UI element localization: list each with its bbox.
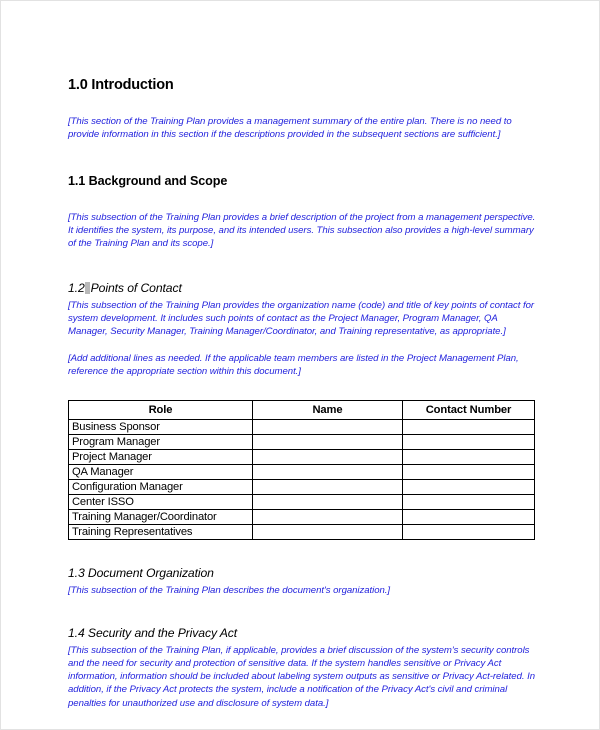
- cell-contact-number[interactable]: [403, 450, 535, 465]
- heading-1-0-introduction: 1.0 Introduction: [68, 77, 174, 93]
- table-header-row: [69, 401, 535, 420]
- heading-1-4-security-and-the-privacy-act: 1.4 Security and the Privacy Act: [68, 626, 238, 640]
- instruction-text-background-and-scope: [This subsection of the Training Plan provides a brief description of the project from a management perspective. It identifies the system, its purpose, and its intended users. This subsection also provides a high-level summary of the Training Plan and its scope.]: [68, 211, 536, 250]
- instruction-text-document-organization: [This subsection of the Training Plan describes the document's organization.]: [68, 584, 391, 596]
- points-of-contact-table: [68, 400, 535, 540]
- heading-1-2-points-of-contact: [68, 281, 536, 296]
- instruction-text-introduction: [This section of the Training Plan provides a management summary of the entire plan. There is no need to provide information in this section if the descriptions provided in the subsequent sections are sufficient.]: [68, 115, 512, 140]
- cell-contact-number[interactable]: [403, 480, 535, 495]
- cell-name[interactable]: [253, 465, 403, 480]
- cell-role: Business Sponsor: [69, 420, 253, 435]
- table-row: [69, 420, 535, 435]
- cell-role: Configuration Manager: [69, 480, 253, 495]
- cell-role: Training Representatives: [69, 525, 253, 540]
- cell-role: Training Manager/Coordinator: [69, 510, 253, 525]
- table-row: [69, 525, 535, 540]
- instruction-text-security-and-the-privacy-act: [This subsection of the Training Plan, if applicable, provides a brief discussion of the system's security controls and the need for security and protection of sensitive data. If the system handles sensitive or Privacy Act information, information should be included about labeling system outputs as sensitive or Privacy Act-related. In addition, if the Privacy Act protects the system, include a notification of the Privacy Act's civil and criminal penalties for unauthorized use and disclosure of system data.]: [68, 644, 536, 709]
- cell-role: Center ISSO: [69, 495, 253, 510]
- column-header-role: Role: [69, 401, 253, 420]
- cell-name[interactable]: [253, 525, 403, 540]
- cell-contact-number[interactable]: [403, 495, 535, 510]
- cell-role: Program Manager: [69, 435, 253, 450]
- cell-role: QA Manager: [69, 465, 253, 480]
- cell-contact-number[interactable]: [403, 420, 535, 435]
- cell-name[interactable]: [253, 450, 403, 465]
- table-row: [69, 495, 535, 510]
- cell-contact-number[interactable]: [403, 510, 535, 525]
- cell-name[interactable]: [253, 480, 403, 495]
- heading-1-1-background-and-scope: 1.1 Background and Scope: [68, 174, 228, 189]
- text-cursor-caret: [85, 282, 90, 294]
- instruction-text-points-of-contact: [This subsection of the Training Plan provides the organization name (code) and title of key points of contact for system development. It includes such points of contact as the Project Manager, Program Manager, QA Manager, Security Manager, Training Manager/Coordinator, and Training representative, as appropriate.]: [68, 299, 535, 338]
- table-row: [69, 465, 535, 480]
- cell-name[interactable]: [253, 495, 403, 510]
- column-header-contact-number: Contact Number: [403, 401, 535, 420]
- table-row: [69, 480, 535, 495]
- cell-role: Project Manager: [69, 450, 253, 465]
- document-body: [68, 77, 536, 710]
- cell-contact-number[interactable]: [403, 525, 535, 540]
- cell-name[interactable]: [253, 435, 403, 450]
- table-row: [69, 510, 535, 525]
- cell-contact-number[interactable]: [403, 435, 535, 450]
- heading-1-3-document-organization: 1.3 Document Organization: [68, 566, 214, 581]
- cell-name[interactable]: [253, 510, 403, 525]
- heading-1-2-title: Points of Contact: [90, 281, 182, 296]
- heading-number: [68, 281, 91, 295]
- table-row: [69, 435, 535, 450]
- cell-contact-number[interactable]: [403, 465, 535, 480]
- table-row: [69, 450, 535, 465]
- cell-name[interactable]: [253, 420, 403, 435]
- instruction-text-add-additional-lines: [Add additional lines as needed. If the applicable team members are listed in the Project Management Plan, reference the appropriate section within this document.]: [68, 352, 519, 377]
- column-header-name: Name: [253, 401, 403, 420]
- heading-1-2-number: 1.2: [68, 281, 85, 296]
